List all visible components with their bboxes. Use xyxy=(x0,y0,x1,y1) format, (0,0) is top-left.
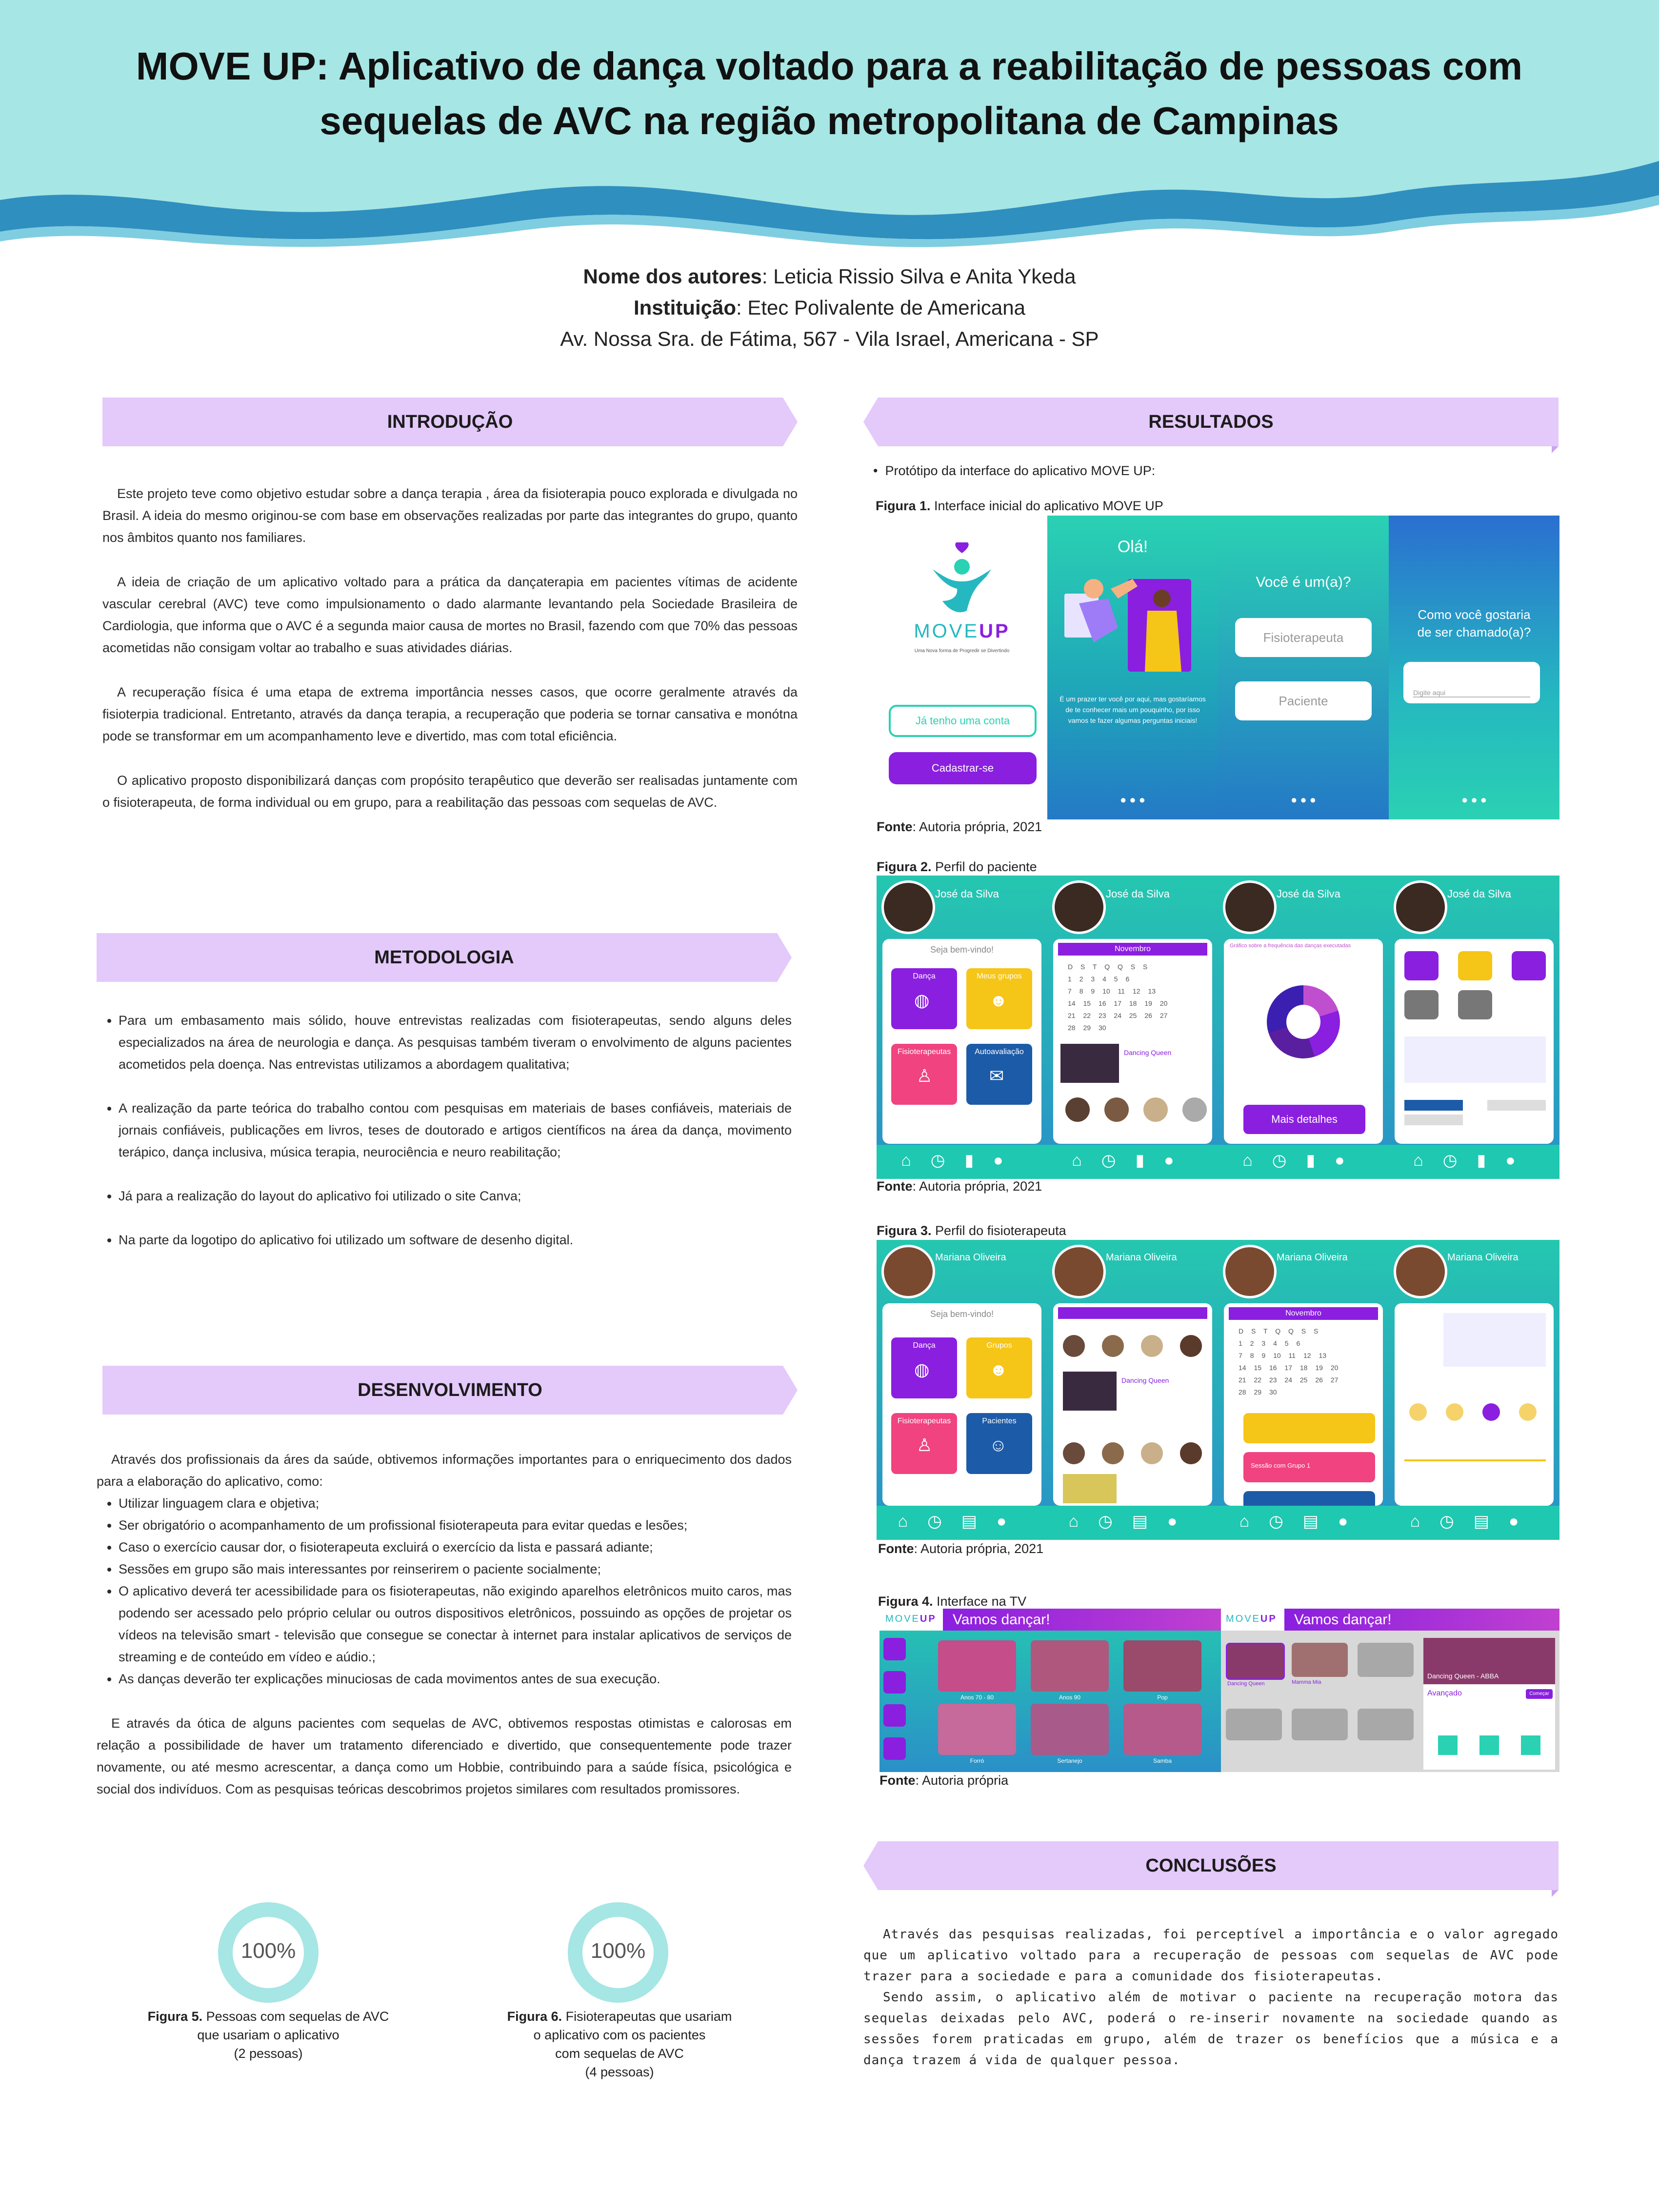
weekday-row: D S T Q Q S S xyxy=(1068,963,1148,971)
tile-autoavaliacao[interactable] xyxy=(966,1044,1032,1105)
avatar xyxy=(1052,1245,1106,1298)
pager-dots: ● ● ● xyxy=(1461,794,1487,806)
source-text: : Autoria própria xyxy=(915,1773,1009,1788)
bottom-nav xyxy=(1218,1145,1389,1179)
pref-tile[interactable] xyxy=(1458,990,1492,1019)
source-label: Fonte xyxy=(879,1773,916,1788)
move-icon xyxy=(1438,1735,1458,1755)
dance-title: Dancing Queen xyxy=(1121,1376,1169,1384)
intro-heading: INTRODUÇÃO xyxy=(387,412,513,432)
avatar xyxy=(1223,880,1277,934)
bottom-nav xyxy=(1218,1506,1389,1540)
bottom-nav xyxy=(1389,1145,1559,1179)
conclusoes-heading: CONCLUSÕES xyxy=(1145,1855,1277,1876)
tv-logo: MOVEUP xyxy=(1226,1614,1277,1624)
intro-paragraph: O aplicativo proposto disponibilizará danças com propósito terapêutico que deverão ser realisadas juntamente com o fisioterapeuta, de forma individual ou em grupo, para a reabilitação das pessoas com sequelas de AVC. xyxy=(102,773,798,810)
fig1-source xyxy=(877,819,1042,835)
tile-label: Grupos xyxy=(986,1341,1012,1350)
fig5-value: 100% xyxy=(240,1939,296,1963)
song-card[interactable] xyxy=(1226,1709,1282,1740)
intro-heading-ribbon xyxy=(102,398,798,446)
fig6-caption-line: o aplicativo com os pacientes xyxy=(533,2028,706,2042)
existing-account-button[interactable]: Já tenho uma conta xyxy=(889,705,1037,737)
nav-icons[interactable]: ⌂◷▮● xyxy=(1413,1151,1535,1170)
group-avatars xyxy=(1063,1335,1204,1359)
tile-label: Autoavaliação xyxy=(975,1048,1024,1056)
avatar xyxy=(1052,880,1106,934)
desenvolvimento-paragraph: E através da ótica de alguns pacientes com sequelas de AVC, obtivemos respostas otimistas e calorosas em relação a possibilidade de haver um tratamento diferenciado e divertido, que consequentemente pode trazer novamente, ou até mesmo acrescentar, a dança como um Hobbie, contribuindo para a saúde física, psicológica e social dos indivíduos. Com as pesquisas teóricas descobrimos projetos similares com resultados promissores. xyxy=(97,1716,792,1796)
prefs-card xyxy=(1395,939,1554,1144)
screen-splash xyxy=(877,516,1047,819)
genre-card[interactable] xyxy=(938,1704,1016,1764)
sidebar-item[interactable] xyxy=(883,1737,906,1760)
conclusoes-heading-ribbon xyxy=(863,1841,1559,1890)
genre-label: Pop xyxy=(1157,1694,1168,1701)
calendar-card xyxy=(1224,1303,1383,1506)
welcome-text: Seja bem-vindo! xyxy=(930,945,994,955)
patient-name: José da Silva xyxy=(935,888,999,900)
authors-label: Nome dos autores xyxy=(583,265,762,288)
intro-text xyxy=(102,483,798,836)
poster-title: MOVE UP: Aplicativo de dança voltado para a reabilitação de pessoas com sequelas de AVC na região metropolitana de Campinas xyxy=(136,44,1523,142)
calendar-card xyxy=(1053,939,1212,1144)
fig2-caption xyxy=(877,859,1037,875)
source-text: : Autoria própria, 2021 xyxy=(912,819,1042,834)
fig2-title: Perfil do paciente xyxy=(931,859,1037,874)
bottom-nav xyxy=(877,1506,1047,1540)
featured-level: Avançado xyxy=(1427,1689,1462,1697)
genre-card[interactable] xyxy=(938,1640,1016,1701)
moveup-logo-icon xyxy=(928,542,996,616)
sidebar-item[interactable] xyxy=(883,1704,906,1727)
physio-calendar-screen xyxy=(1218,1240,1389,1540)
authors-names: : Leticia Rissio Silva e Anita Ykeda xyxy=(761,265,1076,288)
welcome-text: Seja bem-vindo! xyxy=(930,1309,994,1319)
pref-tile[interactable] xyxy=(1458,951,1492,980)
nav-icons[interactable]: ⌂◷▤● xyxy=(1068,1512,1197,1531)
song-card[interactable] xyxy=(1292,1709,1348,1740)
person-icon: ♙ xyxy=(917,1066,933,1086)
desenvolvimento-item: • Caso o exercício causar dor, o fisioterapeuta excluirá o exercício da lista e passará adiante; xyxy=(119,1536,792,1558)
tv-screen-genres xyxy=(879,1609,1221,1772)
source-label: Fonte xyxy=(878,1541,914,1556)
stats-card xyxy=(1224,939,1383,1144)
name-question-line: Como você gostaria xyxy=(1418,607,1531,622)
song-card[interactable] xyxy=(1226,1643,1285,1687)
option-indifferent[interactable] xyxy=(1487,1100,1546,1111)
fig1-label: Figura 1. xyxy=(876,498,931,513)
name-question-line: de ser chamado(a)? xyxy=(1417,625,1531,639)
genre-card[interactable] xyxy=(1031,1640,1109,1701)
logo-move: MOVE xyxy=(914,620,979,642)
name-input[interactable] xyxy=(1403,662,1540,703)
move-icon xyxy=(1479,1735,1499,1755)
dance-thumbnail[interactable] xyxy=(1060,1044,1119,1083)
genre-card[interactable] xyxy=(1123,1704,1201,1764)
tv-logo: MOVEUP xyxy=(885,1614,937,1624)
dance-thumbnail[interactable] xyxy=(1063,1474,1117,1503)
fig3-physio-screens xyxy=(877,1240,1559,1540)
resultados-heading-ribbon xyxy=(863,398,1559,446)
avatar xyxy=(1223,1245,1277,1298)
resultados-bullet: • Protótipo da interface do aplicativo MOVE UP: xyxy=(873,463,1156,478)
nav-icons[interactable]: ⌂◷▤● xyxy=(898,1512,1026,1531)
bottom-nav xyxy=(1389,1506,1559,1540)
month-bar[interactable]: Novembro xyxy=(1229,1307,1378,1320)
fig6-caption xyxy=(493,2007,746,2081)
tile-grupos[interactable] xyxy=(966,1337,1032,1398)
dancers-illustration xyxy=(1404,1036,1546,1083)
conclusoes-paragraph: Através das pesquisas realizadas, foi perceptível a importância e o valor agregado que um aplicativo voltado para a recuperação de pessoas com sequelas de AVC pode trazer para a sociedade e para a comunidade dos fisioterapeutas. xyxy=(863,1927,1559,1984)
option-no[interactable] xyxy=(1404,1115,1463,1125)
avatar xyxy=(1394,1245,1447,1298)
start-button[interactable]: Começar xyxy=(1526,1689,1553,1699)
home-card xyxy=(882,939,1041,1144)
desenvolvimento-item: • Utilizar linguagem clara e objetiva; xyxy=(119,1493,792,1515)
bottom-nav xyxy=(877,1145,1047,1179)
frequency-donut xyxy=(1267,985,1340,1058)
intro-paragraph: A ideia de criação de um aplicativo voltado para a prática da dançaterapia em pacientes vítimas de acidente vascular cerebral (AVC) teve como impulsionamento o dado alarmante levantando pela Sociedade Brasileira de Cardiologia, que informa que o AVC é a segunda maior causa de mortes no Brasil, fazendo com que 70% das pessoas acometidas não consigam voltar ao trabalho e suas atividades diárias. xyxy=(102,575,798,655)
person-icon: ♙ xyxy=(917,1435,933,1455)
genre-card[interactable] xyxy=(1031,1704,1109,1764)
groups-card xyxy=(1053,1303,1212,1506)
nav-icons[interactable]: ⌂◷▮● xyxy=(901,1151,1023,1170)
group-icon: ☻ xyxy=(989,1359,1008,1379)
physio-home-screen xyxy=(877,1240,1047,1540)
institution-label: Instituição xyxy=(633,296,736,319)
intro-paragraph: A recuperação física é uma etapa de extrema importância nesses casos, que ocorre geralmente através da fisioterpia tradicional. Entretanto, através da dança terapia, a recuperação que poderia se tornar cansativa e monótna pode se transformar em um acompanhamento leve e divertido, mas com total eficiência. xyxy=(102,685,798,743)
fig5-label: Figura 5. xyxy=(147,2009,203,2024)
tile-danca[interactable] xyxy=(891,968,957,1029)
hello-text: É um prazer ter você por aqui, mas gostaríamos de te conhecer mais um pouquinho, por isso vamos te fazer algumas perguntas iniciais! xyxy=(1059,695,1206,724)
fig5-caption-line: que usariam o aplicativo xyxy=(197,2028,340,2042)
screen-hello xyxy=(1047,516,1218,819)
desenvolvimento-item: • Sessões em grupo são mais interessantes por reinserirem o paciente socialmente; xyxy=(119,1558,792,1580)
source-label: Fonte xyxy=(877,819,913,834)
desenvolvimento-text xyxy=(97,1449,792,1823)
patient-name: José da Silva xyxy=(1277,888,1340,900)
bottom-nav xyxy=(1047,1145,1218,1179)
nav-icons[interactable]: ⌂◷▤● xyxy=(1239,1512,1368,1531)
tv-title: Vamos dançar! xyxy=(1284,1609,1559,1631)
song-card[interactable] xyxy=(1358,1709,1414,1740)
genre-card[interactable] xyxy=(1123,1640,1201,1701)
resultados-bullet-text: Protótipo da interface do aplicativo MOVE UP: xyxy=(885,463,1156,478)
option-yes[interactable] xyxy=(1404,1100,1463,1111)
fig5-caption-line: Pessoas com sequelas de AVC xyxy=(202,2009,389,2024)
sidebar-item[interactable] xyxy=(883,1638,906,1660)
home-card xyxy=(882,1303,1041,1506)
tile-label: Fisioterapeutas xyxy=(897,1048,951,1056)
pager-dots: ● ● ● xyxy=(1290,794,1317,806)
genre-label: Anos 90 xyxy=(1059,1694,1081,1701)
fig1-app-screens xyxy=(877,516,1559,819)
tile-fisioterapeutas[interactable] xyxy=(891,1044,957,1105)
patient-stats-screen xyxy=(1218,876,1389,1179)
session-card[interactable] xyxy=(1243,1413,1375,1443)
featured-panel xyxy=(1423,1638,1555,1770)
patient-home-screen xyxy=(877,876,1047,1179)
calendar-grid[interactable]: D S T Q Q S S 1 2 3 4 5 6 7 8 9 10 11 12 13 14 15 16 17 18 19 20 21 22 23 24 25 26 27 28 29 30 xyxy=(1239,1325,1370,1398)
fig1-caption xyxy=(876,498,1163,514)
tile-label: Dança xyxy=(913,1341,936,1350)
nav-icons[interactable]: ⌂◷▮● xyxy=(1072,1151,1194,1170)
desenvolvimento-intro: Através dos profissionais da áres da saúde, obtivemos informações importantes para o enriquecimento dos dados para a elaboração do aplicativo, como: xyxy=(97,1452,792,1489)
physio-avatars xyxy=(1060,1097,1205,1127)
tile-fisioterapeutas[interactable] xyxy=(891,1413,957,1474)
name-question xyxy=(1389,606,1559,641)
institution-address: Av. Nossa Sra. de Fátima, 567 - Vila Israel, Americana - SP xyxy=(560,327,1099,350)
chart-title: Gráfico sobre a frequência das danças executadas xyxy=(1230,943,1351,949)
fig2-label: Figura 2. xyxy=(877,859,932,874)
pref-tile[interactable] xyxy=(1404,990,1439,1019)
fig4-label: Figura 4. xyxy=(878,1594,933,1609)
role-question: Você é um(a)? xyxy=(1256,574,1351,590)
song-label: Mamma Mia xyxy=(1292,1679,1321,1685)
group-size-selector[interactable] xyxy=(1404,1403,1546,1423)
month-bar[interactable]: Novembro xyxy=(1058,943,1207,956)
dance-title: Dancing Queen xyxy=(1124,1049,1172,1056)
group-icon: ☻ xyxy=(989,990,1008,1010)
tv-sidebar xyxy=(883,1638,908,1765)
role-patient-option[interactable]: Paciente xyxy=(1235,681,1372,720)
desenvolvimento-item: • O aplicativo deverá ter acessibilidade para os fisioterapeutas, não exigindo aparelhos eletrônicos muito caros, mas podendo ser acessado pelo próprio celular ou outros dispositivos eletrônicos, possuindo as opções de projetar os vídeos na televisão smart - televisão que consegue se conectar à internet para instalar aplicativos de serviços de streaming e de conteúdo em vídeo e aúdio.; xyxy=(119,1580,792,1668)
metodologia-heading: METODOLOGIA xyxy=(374,947,514,968)
physio-name: Mariana Oliveira xyxy=(1106,1252,1177,1263)
conclusoes-text xyxy=(863,1924,1559,2071)
date-select-bar[interactable] xyxy=(1058,1307,1207,1319)
move-icon xyxy=(1521,1735,1540,1755)
logo-tagline: Uma Nova forma de Progredir se Divertindo xyxy=(914,648,1010,654)
patient-name: José da Silva xyxy=(1447,888,1511,900)
pref-tile[interactable] xyxy=(1404,951,1439,980)
role-physio-option[interactable]: Fisioterapeuta xyxy=(1235,618,1372,657)
fig6-caption-line: (4 pessoas) xyxy=(585,2065,654,2079)
genre-label: Samba xyxy=(1153,1757,1172,1764)
source-label: Fonte xyxy=(877,1179,913,1194)
fig3-label: Figura 3. xyxy=(877,1223,932,1238)
patient-name: José da Silva xyxy=(1106,888,1170,900)
fig4-tv-screens xyxy=(879,1609,1559,1772)
intro-paragraph: Este projeto teve como objetivo estudar sobre a dança terapia , área da fisioterapia pouco explorada e divulgada no Brasil. A ideia do mesmo originou-se com base em observações realizadas por parte das integrantes do grupo, quanto nos âmbitos quanto nos familiares. xyxy=(102,486,798,545)
disco-ball-icon: ◍ xyxy=(914,990,930,1010)
patient-prefs-screen xyxy=(1389,876,1559,1179)
fig4-title: Interface na TV xyxy=(933,1594,1027,1609)
name-placeholder: Digite aqui xyxy=(1413,689,1530,697)
dance-thumbnail[interactable] xyxy=(1063,1372,1117,1411)
tile-pacientes[interactable] xyxy=(966,1413,1032,1474)
session-title: Sessão com Grupo 1 xyxy=(1251,1462,1311,1469)
screen-name xyxy=(1389,516,1559,819)
fig4-source xyxy=(879,1773,1008,1788)
tile-label: Pacientes xyxy=(982,1417,1017,1425)
metodologia-list xyxy=(97,1010,792,1273)
tile-danca[interactable] xyxy=(891,1337,957,1398)
tile-label: Fisioterapeutas xyxy=(897,1417,951,1425)
fig6-label: Figura 6. xyxy=(507,2009,562,2024)
disco-ball-icon: ◍ xyxy=(914,1359,930,1379)
metodologia-heading-ribbon xyxy=(97,933,792,982)
nav-icons[interactable]: ⌂◷▤● xyxy=(1410,1512,1539,1531)
fig6-caption-line: Fisioterapeutas que usariam xyxy=(562,2009,732,2024)
fig3-title: Perfil do fisioterapeuta xyxy=(931,1223,1066,1238)
patient-calendar-screen xyxy=(1047,876,1218,1179)
tile-label: Dança xyxy=(913,972,936,980)
physio-prefs-screen xyxy=(1389,1240,1559,1540)
featured-title: Dancing Queen - ABBA xyxy=(1427,1672,1499,1680)
desenvolvimento-item: • As danças deverão ter explicações minuciosas de cada movimentos antes de sua execução. xyxy=(119,1668,792,1690)
fig1-title: Interface inicial do aplicativo MOVE UP xyxy=(930,498,1163,513)
more-details-button[interactable]: Mais detalhes xyxy=(1243,1105,1365,1134)
desenvolvimento-heading: DESENVOLVIMENTO xyxy=(358,1380,542,1400)
screen-role xyxy=(1218,516,1389,819)
bottom-nav xyxy=(1047,1506,1218,1540)
fig3-caption xyxy=(877,1223,1066,1238)
physio-name: Mariana Oliveira xyxy=(935,1252,1006,1263)
chat-icon: ✉ xyxy=(989,1066,1004,1086)
moveup-logo-text xyxy=(903,620,1020,642)
genre-label: Forró xyxy=(970,1757,984,1764)
patients-icon: ☺ xyxy=(989,1435,1007,1455)
conclusoes-paragraph: Sendo assim, o aplicativo além de motivar o paciente na recuperação motora das sequelas deixadas pelo AVC, poderá o re-inserir novamente na sociedade quando as sessões forem praticadas em grupo, além de trazer os benefícios que a música e a dança trazem á vida de qualquer pessoa. xyxy=(863,1990,1559,2068)
fig5-caption-line: (2 pessoas) xyxy=(234,2046,303,2061)
session-card[interactable] xyxy=(1243,1452,1375,1482)
song-card[interactable] xyxy=(1292,1643,1348,1685)
metodologia-item: • Já para a realização do layout do aplicativo foi utilizado o site Canva; xyxy=(119,1185,792,1207)
high-five-illustration xyxy=(1064,569,1206,681)
tile-label: Meus grupos xyxy=(977,972,1022,980)
genre-label: Sertanejo xyxy=(1057,1757,1082,1764)
hello-title: Olá! xyxy=(1117,538,1148,556)
avatar xyxy=(881,880,935,934)
fig3-source xyxy=(878,1541,1043,1556)
metodologia-item: • Para um embasamento mais sólido, houve entrevistas realizadas com fisioterapeutas, sendo alguns deles especializados na área de neurologia e dança. As pesquisas também tiveram o envolvimento de alguns pacientes acometidos pela doença. Nas entrevistas utilizamos a abordagem qualitativa; xyxy=(119,1010,792,1076)
desenvolvimento-item: • Ser obrigatório o acompanhamento de um profissional fisioterapeuta para evitar quedas e lesões; xyxy=(119,1515,792,1536)
signup-button[interactable]: Cadastrar-se xyxy=(889,752,1037,784)
avatar xyxy=(1394,880,1447,934)
fig6-caption-line: com sequelas de AVC xyxy=(555,2046,684,2061)
fig2-source xyxy=(877,1179,1042,1194)
physio-name: Mariana Oliveira xyxy=(1447,1252,1519,1263)
authors-block xyxy=(0,261,1659,355)
fig6-value: 100% xyxy=(590,1939,646,1963)
tv-title: Vamos dançar! xyxy=(943,1609,1221,1631)
institution-name: : Etec Polivalente de Americana xyxy=(736,296,1026,319)
weekday-row: D S T Q Q S S xyxy=(1239,1327,1319,1335)
metodologia-item: • Na parte da logotipo do aplicativo foi utilizado um software de desenho digital. xyxy=(119,1229,792,1251)
metodologia-item: • A realização da parte teórica do trabalho contou com pesquisas em materiais de bases confiáveis, materiais de jornais confiáveis, publicações em livros, teses de doutorado e artigos científicos na área da dança, movimento terápico, dança inclusiva, música terapia, neurociência e neuro reabilitação; xyxy=(119,1097,792,1163)
logo-up: UP xyxy=(979,620,1010,642)
dancers-illustration xyxy=(1443,1313,1546,1367)
fig4-caption xyxy=(878,1594,1026,1609)
tv-screen-dance xyxy=(1221,1609,1559,1772)
physio-name: Mariana Oliveira xyxy=(1277,1252,1348,1263)
desenvolvimento-heading-ribbon xyxy=(102,1366,798,1415)
prefs-card xyxy=(1395,1303,1554,1506)
physio-groups-screen xyxy=(1047,1240,1218,1540)
nav-icons[interactable]: ⌂◷▮● xyxy=(1242,1151,1364,1170)
level-slider[interactable] xyxy=(1404,1459,1546,1461)
sidebar-item[interactable] xyxy=(883,1671,906,1694)
resultados-heading: RESULTADOS xyxy=(1148,412,1274,432)
song-card[interactable] xyxy=(1358,1643,1414,1677)
pref-tile[interactable] xyxy=(1512,951,1546,980)
calendar-grid[interactable]: D S T Q Q S S 1 2 3 4 5 6 7 8 9 10 11 12 13 14 15 16 17 18 19 20 21 22 23 24 25 26 27 28 29 30 xyxy=(1068,961,1199,1034)
session-card[interactable] xyxy=(1243,1491,1375,1506)
source-text: : Autoria própria, 2021 xyxy=(914,1541,1044,1556)
fig2-patient-screens xyxy=(877,876,1559,1179)
avatar xyxy=(881,1245,935,1298)
fig5-caption xyxy=(141,2007,395,2063)
tile-grupos[interactable] xyxy=(966,968,1032,1029)
group-avatars xyxy=(1063,1442,1204,1467)
source-text: : Autoria própria, 2021 xyxy=(912,1179,1042,1194)
pager-dots: ● ● ● xyxy=(1119,794,1146,806)
song-label: Dancing Queen xyxy=(1227,1681,1265,1687)
genre-label: Anos 70 - 80 xyxy=(960,1694,994,1701)
